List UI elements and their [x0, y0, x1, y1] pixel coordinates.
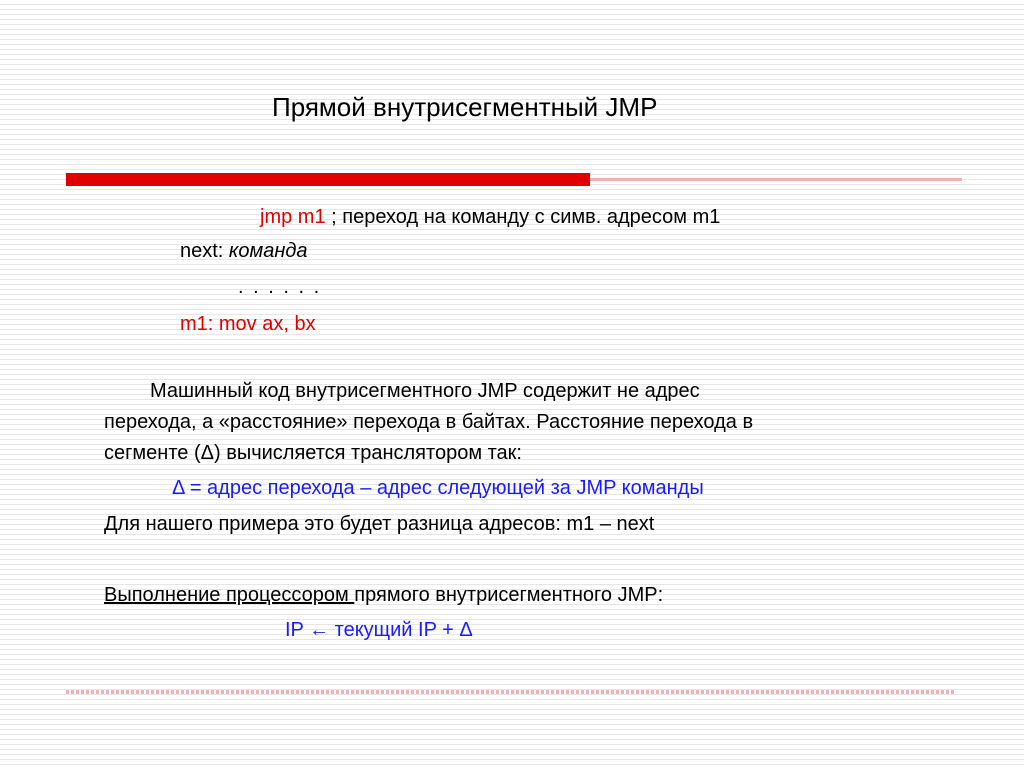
paragraph-line-1: Машинный код внутрисегментного JMP содержит не адрес — [150, 380, 700, 402]
code-jmp-comment: ; переход на команду с симв. адресом m1 — [325, 206, 721, 228]
delta-formula: Δ = адрес перехода – адрес следующей за JMP команды — [172, 477, 704, 499]
code-line-ellipsis: . . . . . . — [238, 276, 322, 298]
code-line-jmp — [260, 206, 720, 229]
execution-heading-underlined: Выполнение процессором — [104, 584, 355, 606]
title-underline-thin-rule — [590, 178, 962, 181]
title-underline-bar — [66, 173, 590, 186]
code-line-next — [180, 240, 308, 263]
code-line-m1: m1: mov ax, bx — [180, 313, 316, 335]
execution-heading-rest: прямого внутрисегментного JMP: — [354, 584, 664, 606]
slide-title: Прямой внутрисегментный JMP — [272, 92, 658, 122]
paragraph-line-2: перехода, а «расстояние» перехода в байтах. Расстояние перехода в — [104, 411, 754, 433]
ip-update-rule: IP ← текущий IP + Δ — [285, 619, 473, 641]
execution-heading — [104, 584, 663, 607]
code-next-label: next: — [180, 240, 229, 262]
paragraph-line-3: сегменте (Δ) вычисляется транслятором так: — [104, 442, 522, 464]
code-next-command: команда — [228, 240, 308, 262]
bottom-dotted-rule — [66, 690, 956, 694]
code-jmp-instruction: jmp m1 — [260, 206, 326, 228]
example-line: Для нашего примера это будет разница адресов: m1 – next — [104, 513, 655, 535]
